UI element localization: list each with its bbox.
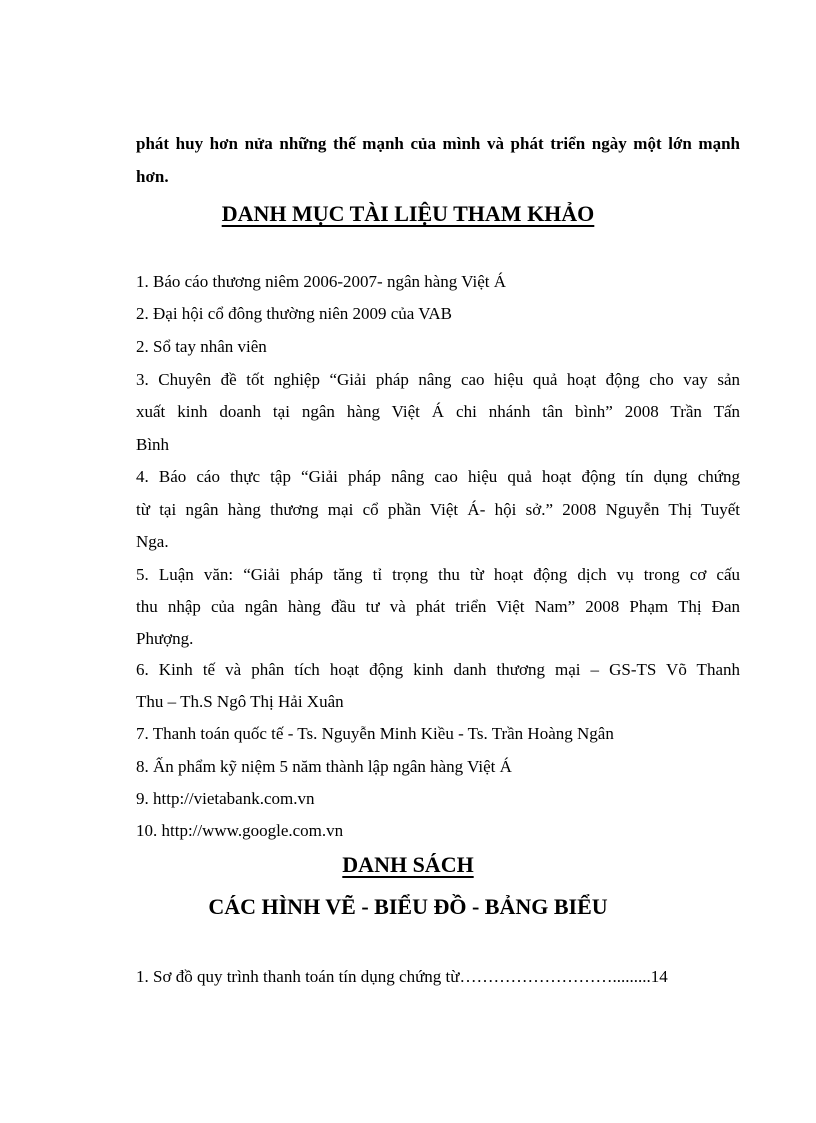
intro-line-2: hơn. bbox=[136, 167, 169, 186]
reference-line: 7. Thanh toán quốc tế - Ts. Nguyễn Minh Kiều - Ts. Trần Hoàng Ngân bbox=[136, 724, 614, 743]
reference-line: 3. Chuyên đề tốt nghiệp “Giải pháp nâng cao hiệu quả hoạt động cho vay sản bbox=[136, 370, 740, 389]
reference-line: xuất kinh doanh tại ngân hàng Việt Á chi nhánh tân bình” 2008 Trần Tấn bbox=[136, 402, 740, 421]
reference-line: 2. Đại hội cổ đông thường niên 2009 của VAB bbox=[136, 304, 452, 323]
reference-line: 2. Sổ tay nhân viên bbox=[136, 337, 267, 356]
reference-line: 6. Kinh tế và phân tích hoạt động kinh danh thương mại – GS-TS Võ Thanh bbox=[136, 660, 740, 679]
figures-title-1: DANH SÁCH bbox=[342, 852, 474, 877]
reference-line: 1. Báo cáo thương niêm 2006-2007- ngân hàng Việt Á bbox=[136, 272, 507, 291]
intro-line-1: phát huy hơn nửa những thế mạnh của mình và phát triển ngày một lớn mạnh bbox=[136, 134, 740, 153]
reference-line: Phượng. bbox=[136, 629, 194, 648]
figures-title-2: CÁC HÌNH VẼ - BIỂU ĐỒ - BẢNG BIỂU bbox=[208, 894, 608, 919]
reference-line: 9. http://vietabank.com.vn bbox=[136, 789, 315, 808]
reference-line: từ tại ngân hàng thương mại cổ phần Việt Á- hội sở.” 2008 Nguyễn Thị Tuyết bbox=[136, 500, 740, 519]
reference-line: 5. Luận văn: “Giải pháp tăng tỉ trọng thu từ hoạt động dịch vụ trong cơ cấu bbox=[136, 565, 740, 584]
figure-list-item: 1. Sơ đồ quy trình thanh toán tín dụng chứng từ……………………….........14 bbox=[136, 967, 668, 986]
reference-line: 8. Ấn phẩm kỹ niệm 5 năm thành lập ngân hàng Việt Á bbox=[136, 757, 512, 776]
reference-line: Bình bbox=[136, 435, 170, 454]
reference-line: 4. Báo cáo thực tập “Giải pháp nâng cao hiệu quả hoạt động tín dụng chứng bbox=[136, 467, 740, 486]
reference-line: 10. http://www.google.com.vn bbox=[136, 821, 344, 840]
reference-line: thu nhập của ngân hàng đầu tư và phát triển Việt Nam” 2008 Phạm Thị Đan bbox=[136, 597, 740, 616]
references-title: DANH MỤC TÀI LIỆU THAM KHẢO bbox=[221, 201, 595, 226]
reference-line: Nga. bbox=[136, 532, 169, 551]
reference-line: Thu – Th.S Ngô Thị Hải Xuân bbox=[136, 692, 344, 711]
